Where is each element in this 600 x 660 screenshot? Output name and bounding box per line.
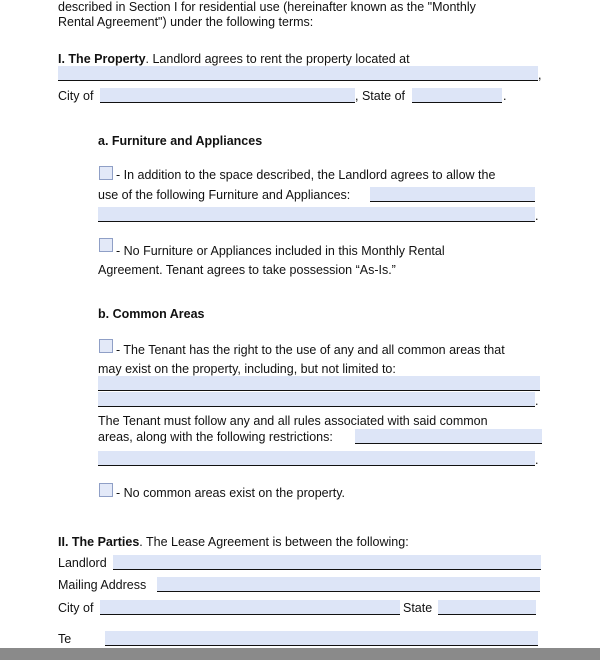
property-address-field[interactable] [58, 66, 538, 81]
city-label: City of [58, 601, 94, 615]
common-areas-option-1-line-1: - The Tenant has the right to the use of any and all common areas that [116, 343, 505, 357]
furniture-list-field-2[interactable] [98, 207, 535, 222]
property-text: . Landlord agrees to rent the property located at [145, 52, 410, 66]
landlord-city-field[interactable] [100, 600, 400, 615]
property-city-field[interactable] [100, 88, 355, 103]
common-areas-option-1-line-2: may exist on the property, including, but not limited to: [98, 362, 396, 376]
furniture-option-2-line-1: - No Furniture or Appliances included in this Monthly Rental [116, 244, 445, 258]
common-areas-field-1[interactable] [98, 376, 540, 391]
furniture-heading: a. Furniture and Appliances [98, 134, 263, 148]
period: . [503, 89, 507, 103]
parties-text: . The Lease Agreement is between the following: [139, 535, 409, 549]
intro-line-2: Rental Agreement") under the following terms: [58, 15, 314, 29]
rules-line-2: areas, along with the following restrictions: [98, 430, 333, 444]
furniture-option-1-line-2: use of the following Furniture and Appliances: [98, 188, 351, 202]
common-areas-heading: b. Common Areas [98, 307, 205, 321]
property-heading: I. The Property [58, 52, 146, 66]
property-paragraph [58, 52, 410, 66]
furniture-option-2-line-2: Agreement. Tenant agrees to take possession “As-Is.” [98, 263, 396, 277]
comma: , [538, 68, 542, 82]
period: . [535, 209, 539, 223]
landlord-field[interactable] [113, 555, 541, 570]
state-label: , State of [355, 89, 406, 103]
furniture-list-field-1[interactable] [370, 187, 535, 202]
parties-heading: II. The Parties [58, 535, 140, 549]
intro-line-1: described in Section I for residential use (hereinafter known as the "Monthly [58, 0, 476, 14]
common-areas-option-2-checkbox[interactable] [99, 483, 113, 497]
rules-line-1: The Tenant must follow any and all rules associated with said common [98, 414, 488, 428]
restrictions-field-1[interactable] [355, 429, 542, 444]
furniture-option-2-checkbox[interactable] [99, 238, 113, 252]
city-label: City of [58, 89, 94, 103]
common-areas-option-2: - No common areas exist on the property. [116, 486, 346, 500]
furniture-option-1-checkbox[interactable] [99, 166, 113, 180]
state-label: State [403, 601, 433, 615]
landlord-state-field[interactable] [438, 600, 536, 615]
tenant-field[interactable] [105, 631, 538, 646]
period: . [535, 453, 539, 467]
bottom-toolbar-edge [0, 648, 600, 660]
common-areas-field-2[interactable] [98, 392, 535, 407]
mailing-address-label: Mailing Address [58, 578, 147, 592]
furniture-option-1-line-1: - In addition to the space described, the Landlord agrees to allow the [116, 168, 496, 182]
parties-paragraph [58, 535, 409, 549]
restrictions-field-2[interactable] [98, 451, 535, 466]
property-state-field[interactable] [412, 88, 502, 103]
landlord-label: Landlord [58, 556, 107, 570]
mailing-address-field[interactable] [157, 577, 540, 592]
period: . [535, 394, 539, 408]
tenant-label: Te [58, 632, 72, 646]
common-areas-option-1-checkbox[interactable] [99, 339, 113, 353]
